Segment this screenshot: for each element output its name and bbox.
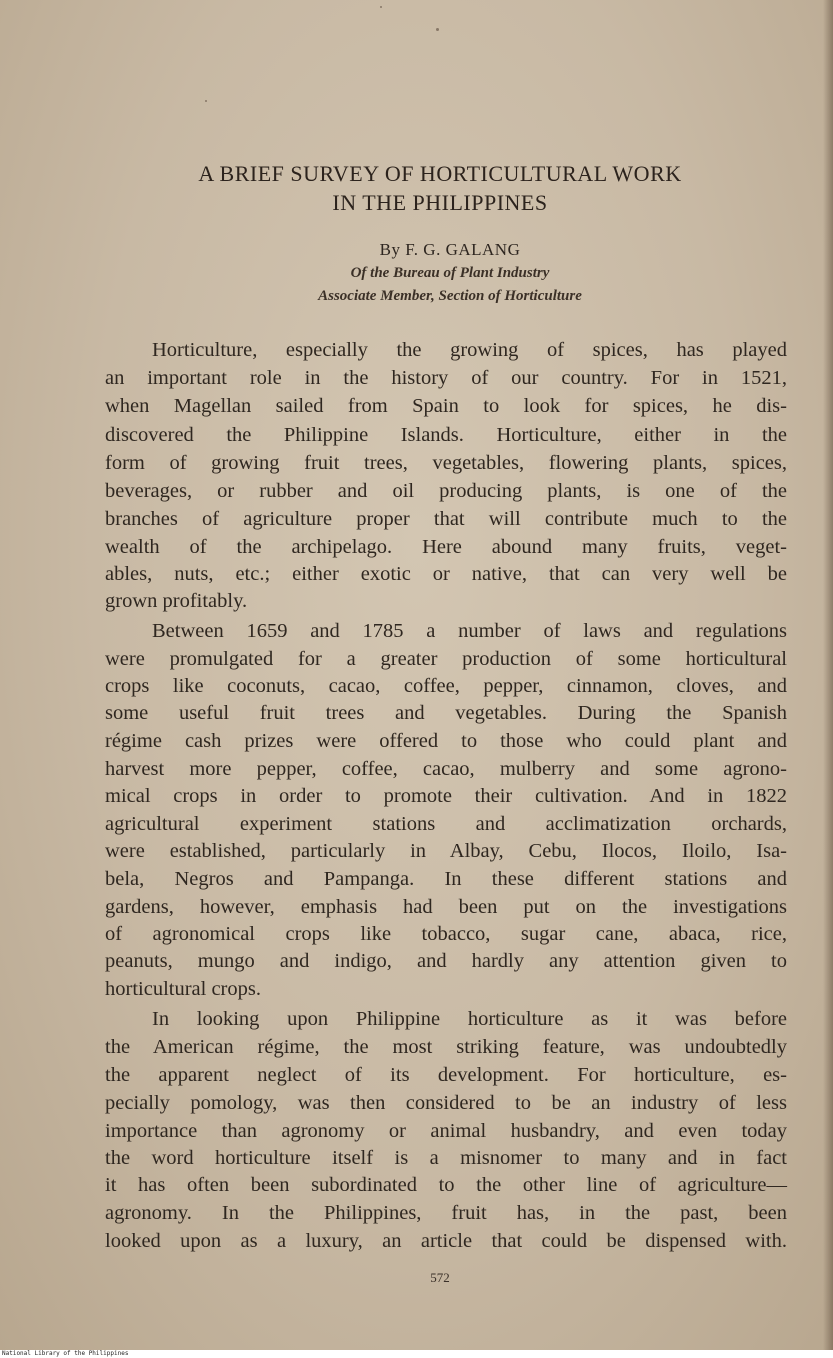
body-line: mical crops in order to promote their cultivation. And in 1822 <box>105 785 787 807</box>
body-line: bela, Negros and Pampanga. In these different stations and <box>105 868 787 890</box>
page-number: 572 <box>430 1270 450 1285</box>
author-affiliation-line-2: Associate Member, Section of Horticulture <box>318 288 582 304</box>
body-line: were promulgated for a greater production of some horticultural <box>105 648 787 670</box>
body-line: régime cash prizes were offered to those who could plant and <box>105 730 787 752</box>
body-line: the American régime, the most striking feature, was undoubtedly <box>105 1036 787 1058</box>
article-title-line-1: A BRIEF SURVEY OF HORTICULTURAL WORK <box>198 161 682 186</box>
body-line: of agronomical crops like tobacco, sugar cane, abaca, rice, <box>105 923 787 945</box>
article-title-line-2: IN THE PHILIPPINES <box>332 190 548 215</box>
body-line: the word horticulture itself is a misnomer to many and in fact <box>105 1147 787 1169</box>
body-line: beverages, or rubber and oil producing plants, is one of the <box>105 480 787 502</box>
body-line: agronomy. In the Philippines, fruit has, in the past, been <box>105 1202 787 1224</box>
paper-speck <box>205 100 207 102</box>
paper-speck <box>380 6 382 8</box>
body-line: ables, nuts, etc.; either exotic or native, that can very well be <box>105 563 787 585</box>
body-line: an important role in the history of our country. For in 1521, <box>105 367 787 389</box>
footer-bar <box>0 1350 833 1358</box>
body-line: the apparent neglect of its development. For horticulture, es- <box>105 1064 787 1086</box>
body-line: grown profitably. <box>105 590 248 612</box>
body-line: looked upon as a luxury, an article that could be dispensed with. <box>105 1230 787 1252</box>
page-edge-shadow <box>823 0 833 1350</box>
body-line: form of growing fruit trees, vegetables, flowering plants, spices, <box>105 452 787 474</box>
library-credit: National Library of the Philippines <box>2 1350 129 1357</box>
body-line: In looking upon Philippine horticulture as it was before <box>152 1008 787 1030</box>
author-affiliation-line-1: Of the Bureau of Plant Industry <box>350 265 550 281</box>
body-line: discovered the Philippine Islands. Horticulture, either in the <box>105 424 787 446</box>
body-line: were established, particularly in Albay, Cebu, Ilocos, Iloilo, Isa- <box>105 840 787 862</box>
body-line: some useful fruit trees and vegetables. During the Spanish <box>105 702 787 724</box>
body-line: importance than agronomy or animal husbandry, and even today <box>105 1120 787 1142</box>
body-line: wealth of the archipelago. Here abound many fruits, veget- <box>105 536 787 558</box>
author-byline: By F. G. GALANG <box>379 240 521 259</box>
body-line: when Magellan sailed from Spain to look for spices, he dis- <box>105 395 787 417</box>
body-line: it has often been subordinated to the other line of agriculture— <box>105 1174 787 1196</box>
body-line: pecially pomology, was then considered to be an industry of less <box>105 1092 787 1114</box>
body-line: crops like coconuts, cacao, coffee, pepper, cinnamon, cloves, and <box>105 675 787 697</box>
body-line: harvest more pepper, coffee, cacao, mulberry and some agrono- <box>105 758 787 780</box>
paper-speck <box>436 28 439 31</box>
body-line: peanuts, mungo and indigo, and hardly any attention given to <box>105 950 787 972</box>
body-line: Horticulture, especially the growing of spices, has played <box>152 339 787 361</box>
body-line: horticultural crops. <box>105 978 261 1000</box>
body-line: agricultural experiment stations and acclimatization orchards, <box>105 813 787 835</box>
body-line: branches of agriculture proper that will contribute much to the <box>105 508 787 530</box>
body-line: gardens, however, emphasis had been put on the investigations <box>105 896 787 918</box>
body-line: Between 1659 and 1785 a number of laws and regulations <box>152 620 787 642</box>
